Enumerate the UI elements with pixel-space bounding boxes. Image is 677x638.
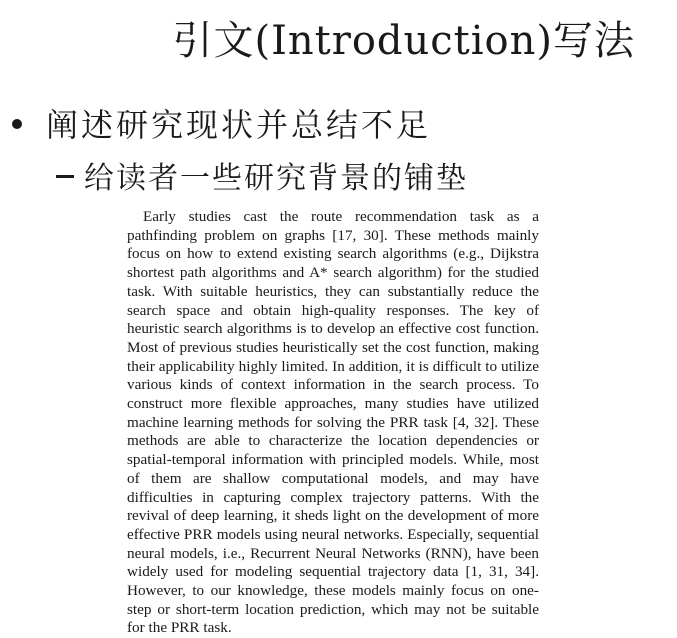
sub-bullet-text: 给读者一些研究背景的铺垫: [84, 161, 468, 196]
slide-title: 引文(Introduction)写法: [172, 18, 635, 64]
main-bullet-text: 阐述研究现状并总结不足: [46, 106, 432, 144]
sub-bullet: [56, 158, 468, 200]
main-bullet: [8, 103, 431, 147]
excerpt-paragraph: Early studies cast the route recommendation task as a pathfinding problem on graphs [17, 30]. These methods mainly focus on how to extend existing search algorithms (e.g., Dijkstra shortest path algorithms and A* search algorithm) for the studied task. With suitable heuristics, they can substantially reduce the search space and obtain high-quality responses. The key of heuristic search algorithms is to develop an effective cost function. Most of previous studies heuristically set the cost function, making their applicability highly limited. In addition, it is difficult to utilize various kinds of context information in the search process. To construct more flexible approaches, many studies have utilized machine learning methods for solving the PRR task [4, 32]. These methods are able to characterize the location dependencies or spatial-temporal information with principled models. While, most of them are shallow computational models, and may have difficulties in capturing complex trajectory patterns. With the revival of deep learning, it sheds light on the development of more effective PRR models using neural networks. Especially, sequential neural models, i.e., Recurrent Neural Networks (RNN), have been widely used for modeling sequential trajectory data [1, 31, 34]. However, to our knowledge, these models mainly focus on one-step or short-term location prediction, which may not be suitable for the PRR task.: [127, 208, 539, 637]
paper-excerpt: [127, 208, 539, 638]
dash-icon: [56, 175, 74, 178]
bullet-dot-icon: [12, 119, 22, 129]
